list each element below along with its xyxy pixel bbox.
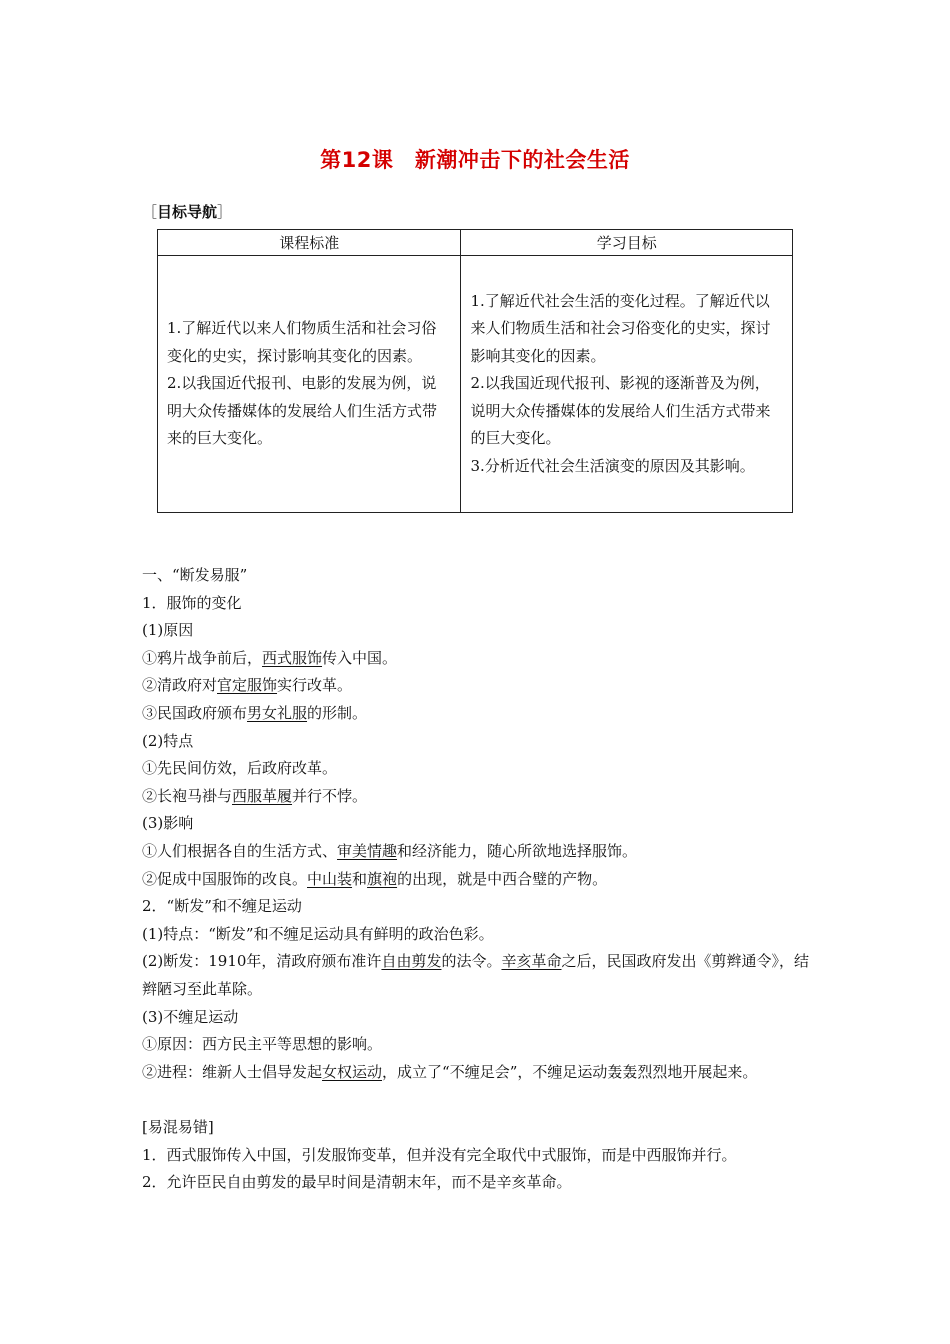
keyword: 男女礼服 [247,703,308,722]
keyword: 官定服饰 [217,676,278,695]
objective-item: 1.了解近代社会生活的变化过程。了解近代以来人们物质生活和社会习俗变化的史实，探讨影响其变化的因素。 [470,291,771,365]
text-span: 并行不悖。 [292,786,368,805]
text-span: ，成立了“不缠足会”，不缠足运动轰轰烈烈地开展起来。 [382,1062,758,1081]
point-heading: (1)原因 [142,621,194,640]
text-span: 的形制。 [307,703,368,722]
text-span: ②长袍马褂与 [142,786,233,805]
lesson-title: 第12课 新潮冲击下的社会生活 [320,148,630,172]
keyword: 旗袍 [367,869,398,888]
text-span: 传入中国。 [322,648,398,667]
keyword: 审美情趣 [337,841,398,860]
text-span: ①人们根据各自的生活方式、 [142,841,338,860]
list-item [142,1059,822,1087]
keyword: 西服革履 [232,786,293,805]
spacer [142,1086,822,1114]
list-item [142,866,822,894]
keyword: 西式服饰 [262,648,323,667]
target-nav-heading [142,201,232,222]
confusion-item: 1．西式服饰传入中国，引发服饰变革，但并没有完全取代中式服饰，而是中西服饰并行。 [142,1145,737,1164]
list-item [142,672,822,700]
bracket-open: ［ [142,203,158,221]
list-item [142,838,822,866]
text-span: 之后，民国政府发出《剪辫通令》，结辫陋习至此革除。 [142,952,809,998]
bracket-close: ］ [217,203,233,221]
text-span: ②清政府对 [142,676,218,695]
confusion-heading: [易混易错] [142,1118,214,1137]
text-span: 和 [352,869,368,888]
text-span: ②促成中国服饰的改良。 [142,869,308,888]
point-heading: (2)特点 [142,731,194,750]
list-item [142,783,822,811]
subsection-heading: 2．“断发”和不缠足运动 [142,897,302,916]
text-span: ②进程：维新人士倡导发起 [142,1062,323,1081]
learning-objective-cell [461,256,793,513]
list-item [142,645,822,673]
lesson-body [142,562,822,1197]
point-heading: (3)不缠足运动 [142,1007,239,1026]
confusion-item: 2．允许臣民自由剪发的最早时间是清朝末年，而不是辛亥革命。 [142,1173,572,1192]
text-span: 的法令。 [441,952,502,971]
standard-item: 2.以我国近代报刊、电影的发展为例，说明大众传播媒体的发展给人们生活方式带来的巨大变化。 [167,374,438,448]
header-course-standard: 课程标准 [158,230,461,256]
goals-table-body-row [158,256,793,513]
text-span: 的出现，就是中西合璧的产物。 [397,869,608,888]
target-nav-label: 目标导航 [157,203,218,221]
list-item [142,700,822,728]
text-span: 实行改革。 [277,676,353,695]
course-standard-cell [158,256,461,513]
list-item: ①先民间仿效，后政府改革。 [142,759,338,778]
keyword: 辛亥革命 [501,952,562,971]
keyword: 中山装 [307,869,353,888]
keyword: 女权运动 [322,1062,383,1081]
keyword: 自由剪发 [381,952,442,971]
objective-item: 2.以我国近现代报刊、影视的逐渐普及为例，说明大众传播媒体的发展给人们生活方式带来的巨大变化。 [470,374,771,448]
subsection-heading: 1．服饰的变化 [142,593,242,612]
list-item: (1)特点：“断发”和不缠足运动具有鲜明的政治色彩。 [142,924,494,943]
header-learning-objective: 学习目标 [461,230,793,256]
section-heading: 一、“断发易服” [142,566,248,584]
list-item: ①原因：西方民主平等思想的影响。 [142,1035,383,1054]
text-span: ③民国政府颁布 [142,703,248,722]
standard-item: 1.了解近代以来人们物质生活和社会习俗变化的史实，探讨影响其变化的因素。 [167,319,437,365]
text-span: (2)断发：1910年，清政府颁布准许 [142,952,382,971]
goals-table-header-row [158,230,793,256]
text-span: ①鸦片战争前后， [142,648,263,667]
point-heading: (3)影响 [142,814,194,833]
list-item [142,948,822,1003]
objective-item: 3.分析近代社会生活演变的原因及其影响。 [470,456,755,475]
goals-table [157,229,793,513]
text-span: 和经济能力，随心所欲地选择服饰。 [397,841,638,860]
